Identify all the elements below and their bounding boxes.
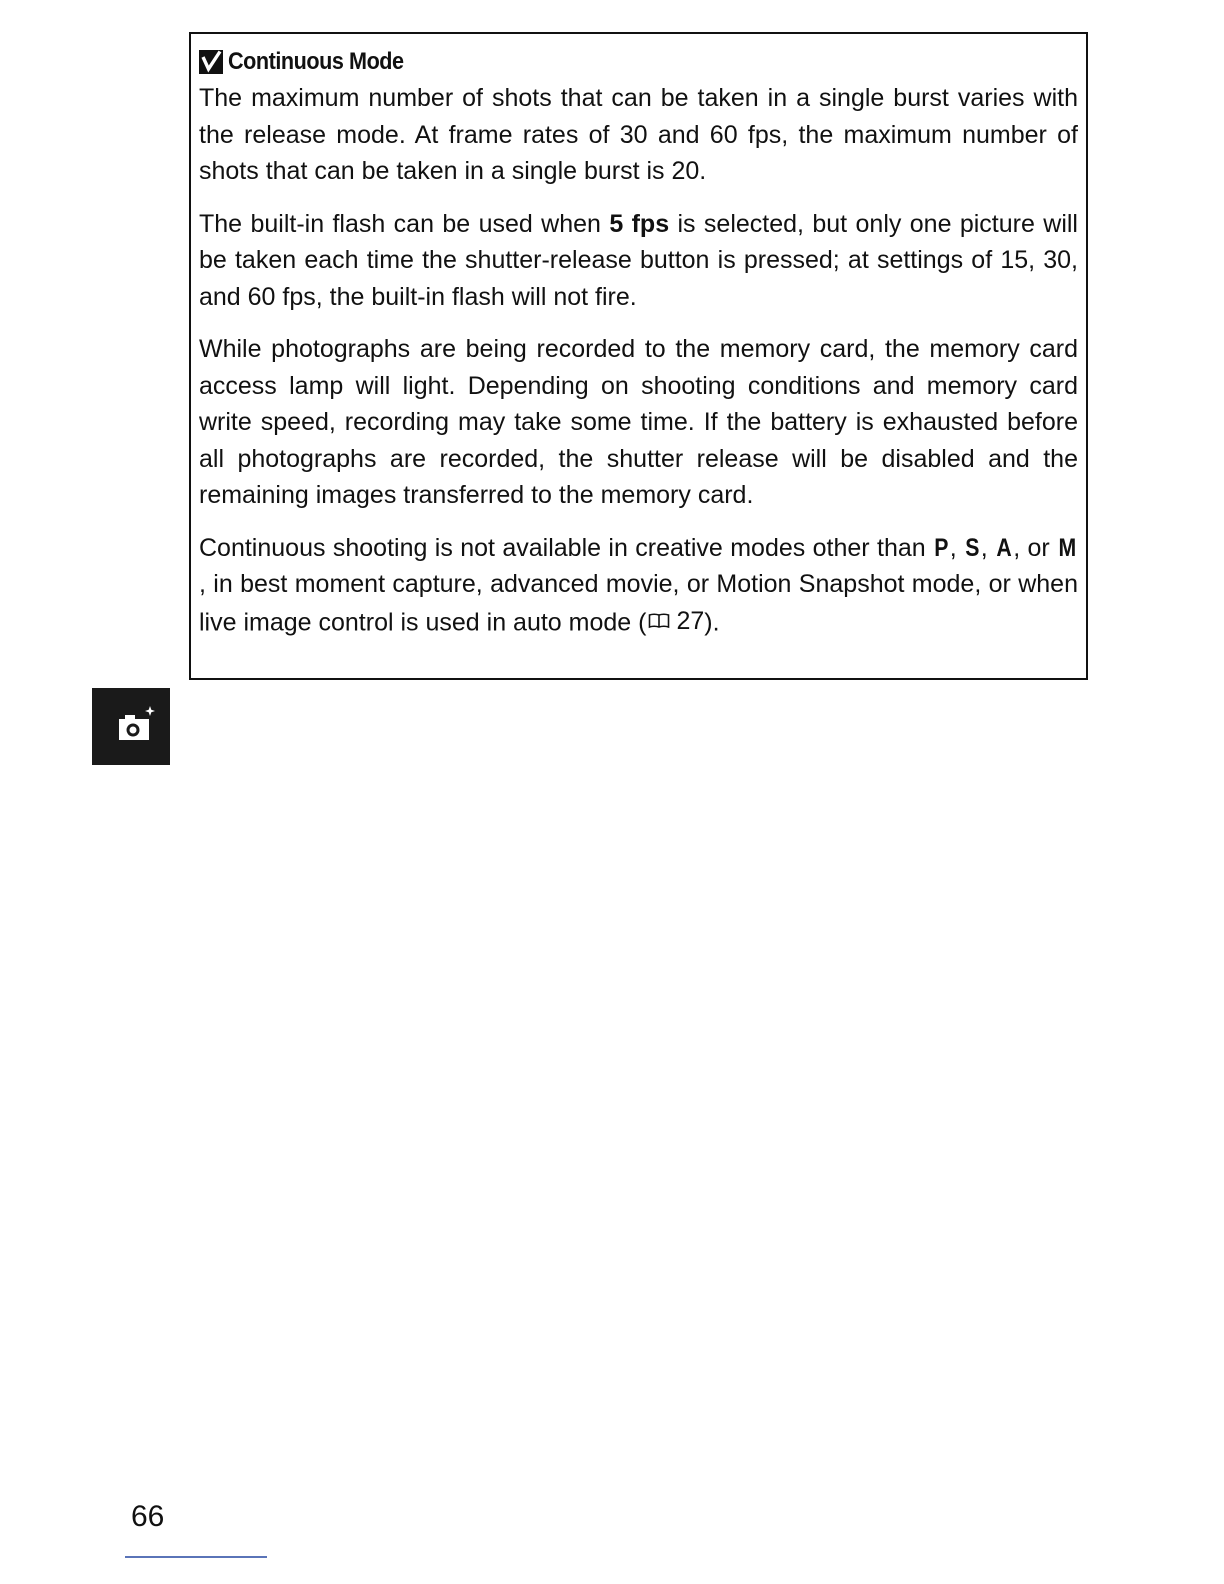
paragraph-built-in-flash: The built-in flash can be used when 5 fps is selected, but only one picture will be taken each time the shutter-release button is pressed; at settings of 15, 30, and 60 fps, the built-in flash will not fire.	[199, 209, 1078, 311]
continuous-mode-note	[189, 32, 1088, 680]
paragraph-availability: Continuous shooting is not available in creative modes other than P, S, A, or M, in best moment capture, advanced movie, or Motion Snapshot mode, or when live image control is used in auto mode ( 27 ).	[199, 530, 1078, 641]
note-title: Continuous Mode	[228, 48, 404, 75]
book-icon	[648, 612, 670, 630]
mode-a-label: A	[996, 533, 1012, 562]
mode-s-label: S	[965, 533, 980, 562]
note-heading	[199, 42, 1078, 82]
camera-icon	[92, 688, 170, 765]
paragraph-recording: While photographs are being recorded to the memory card, the memory card access lamp will light. Depending on shooting conditions and memory card write speed, recording may take some time. If the battery is exhausted before all photographs are recorded, the shutter release will be disabled and the remaining images transferred to the memory card.	[199, 335, 1078, 509]
paragraph-burst-limit: The maximum number of shots that can be taken in a single burst varies with the release mode. At frame rates of 30 and 60 fps, the maximum number of shots that can be taken in a single burst is 20.	[199, 84, 1078, 185]
mode-p-label: P	[934, 533, 949, 562]
mode-m-label: M	[1058, 533, 1077, 562]
fps-setting-label: 5 fps	[609, 209, 670, 238]
page-reference[interactable]: 27	[646, 603, 704, 640]
page-rule	[125, 1556, 267, 1558]
shooting-section-tab	[92, 688, 170, 765]
page-number: 66	[131, 1500, 165, 1533]
check-icon	[199, 50, 223, 74]
